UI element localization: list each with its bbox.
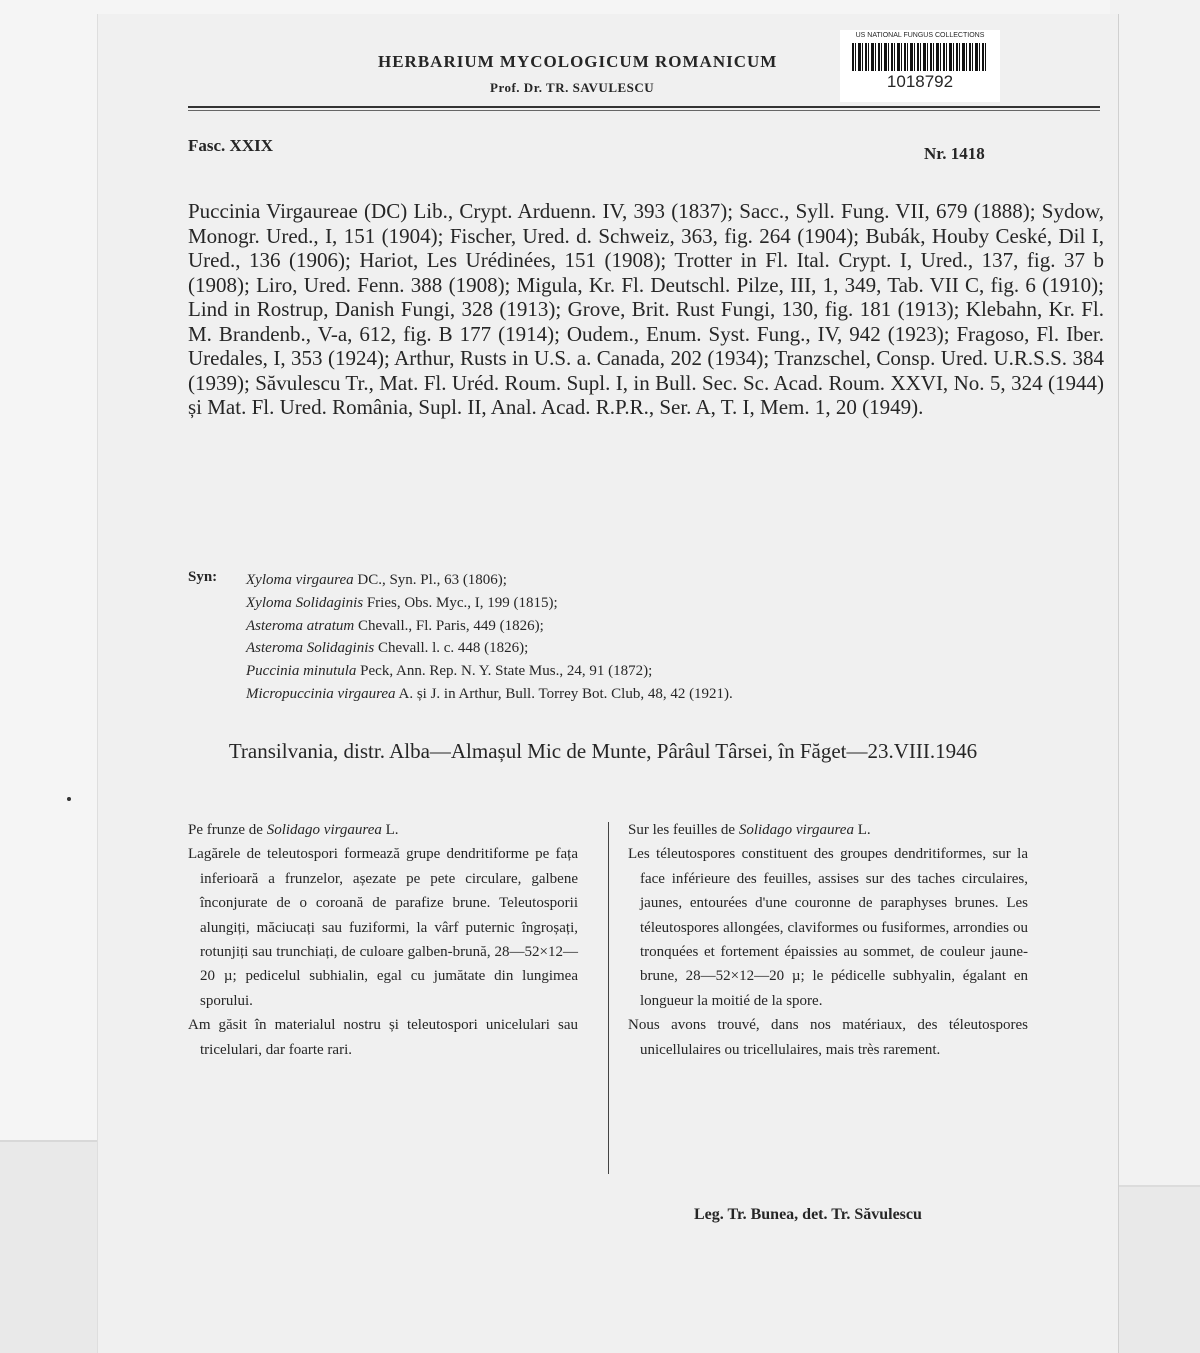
note-text-romanian: Am găsit în materialul nostru și teleutospori unicelulari sau tricelulari, dar foarte rari. [188,1017,578,1058]
host-taxon: Solidago virgaurea [266,822,382,838]
barcode-sticker [840,30,1000,102]
synonym-reference: DC., Syn. Pl., 63 (1806); [357,572,507,588]
synonym-item [246,569,1106,592]
host-prefix: Sur les feuilles de [628,822,736,838]
synonym-taxon: Asteroma Solidaginis [246,640,375,657]
description-text-french: Les téleutospores constituent des groupes dendritiformes, sur la face inférieure des feuilles, assises sur des taches circulaires, jaunes, entourées d'une couronne de paraphyses brunes. Les téleutospores allongées, claviformes ou fusiformes, arrondies ou tronquées et fortement épaissies au sommet, de couleur jaune-brune, 28—52×12—20 µ; le pédicelle subhyalin, égalant en longueur la moitié de la spore. [628,846,1028,1009]
synonym-reference: A. și J. in Arthur, Bull. Torrey Bot. Club, 48, 42 (1921). [398,685,733,702]
host-prefix: Pe frunze de [188,822,263,838]
host-suffix: L. [857,822,871,838]
exsiccata-number: Nr. 1418 [924,144,985,163]
citation-references: Crypt. Arduenn. IV, 393 (1837); Sacc., Syll. Fung. VII, 679 (1888); Sydow, Monogr. Ured., I, 151 (1904); Fischer, Ured. d. Schweiz, 363, fig. 264 (1904); Bubák, Houby Ceské, Dil I, Ured., 136 (1906); Hariot, Les Urédinées, 151 (1908); Trotter in Fl. Ital. Crypt. I, Ured., 137, fig. 37 b (1908); Liro, Ured. Fenn. 388 (1908); Migula, Kr. Fl. Deutschl. Pilze, III, 1, 349, Tab. VII C, fig. 6 (1910); Lind in Rostrup, Danish Fungi, 328 (1913); Grove, Brit. Rust Fungi, 130, fig. 181 (1913); Klebahn, Kr. Fl. M. Brandenb., V-a, 612, fig. B 177 (1914); Oudem., Enum. Syst. Fung., IV, 942 (1923); Fragoso, Fl. Iber. Uredales, I, 353 (1924); Arthur, Rusts in U.S. a. Canada, 202 (1934); Tranzschel, Consp. Ured. U.R.S.S. 384 (1939); Săvulescu Tr., Mat. Fl. Uréd. Roum. Supl. I, in Bull. Sec. Sc. Acad. Roum. XXVI, No. 5, 324 (1944) și Mat. Fl. Ured. România, Supl. II, Anal. Acad. R.P.R., Ser. A, T. I, Mem. 1, 20 (1949). [188,199,1105,419]
synonym-item [246,637,1106,660]
collector-determiner: Leg. Tr. Bunea, det. Tr. Săvulescu [694,1206,922,1223]
barcode-caption: US NATIONAL FUNGUS COLLECTIONS [855,32,985,39]
herbarium-title: HERBARIUM MYCOLOGICUM ROMANICUM [378,52,778,71]
fascicle-number: Fasc. XXIX [188,136,273,155]
synonym-item [246,660,1106,683]
specimen-label [98,14,1118,1353]
synonyms-label: Syn: [188,569,218,585]
host-line-french [628,818,1028,842]
synonym-taxon: Puccinia minutula [246,663,357,680]
note-text-french: Nous avons trouvé, dans nos matériaux, des téleutospores unicellulaires ou tricellulaires, mais très rarement. [628,1017,1028,1058]
description-romanian [188,818,578,1062]
synonym-reference: Chevall., Fl. Paris, 449 (1826); [357,617,544,634]
synonym-item [246,615,1106,638]
host-suffix: L. [385,822,399,838]
background-sheet-right [1110,0,1200,1187]
synonym-taxon: Xyloma Solidaginis [246,594,364,611]
barcode-number: 1018792 [886,72,954,91]
synonym-item [246,592,1106,615]
synonym-taxon: Xyloma virgaurea [246,572,354,588]
synonym-reference: Fries, Obs. Myc., I, 199 (1815); [366,594,558,611]
synonym-taxon: Micropuccinia virgaurea [246,685,396,702]
barcode-icon [852,43,988,71]
collection-locality: Transilvania, distr. Alba—Almașul Mic de Munte, Pârâul Târsei, în Făget—23.VIII.1946 [228,739,978,763]
header-rule [188,106,1100,111]
synonym-item [246,683,1106,706]
synonym-taxon: Asteroma atratum [246,617,355,634]
host-taxon: Solidago virgaurea [738,822,854,838]
species-citation [188,199,1104,420]
herbarium-author: Prof. Dr. TR. SAVULESCU [490,80,655,95]
species-name: Puccinia Virgaureae (DC) Lib., [188,199,454,223]
synonyms-list [246,569,1106,706]
host-line-romanian [188,818,578,842]
synonym-reference: Peck, Ann. Rep. N. Y. State Mus., 24, 91 (1872); [360,663,653,680]
description-text-romanian: Lagărele de teleutospori formează grupe dendritiforme pe fața inferioară a frunzelor, așezate pe pete circulare, galbene înconjurate de o coroană de parafize brune. Teleutosporii alungiți, măciucați sau fuziformi, la vârf puternic îngroșați, rotunjiți sau trunchiați, de culoare galben-brună, 28—52×12—20 µ; pedicelul subhialin, egal cu jumătate din lungimea sporului. [188,846,578,1009]
description-french [628,818,1028,1062]
column-divider [608,822,609,1174]
synonym-reference: Chevall. l. c. 448 (1826); [377,640,529,657]
paper-speck [67,797,71,801]
